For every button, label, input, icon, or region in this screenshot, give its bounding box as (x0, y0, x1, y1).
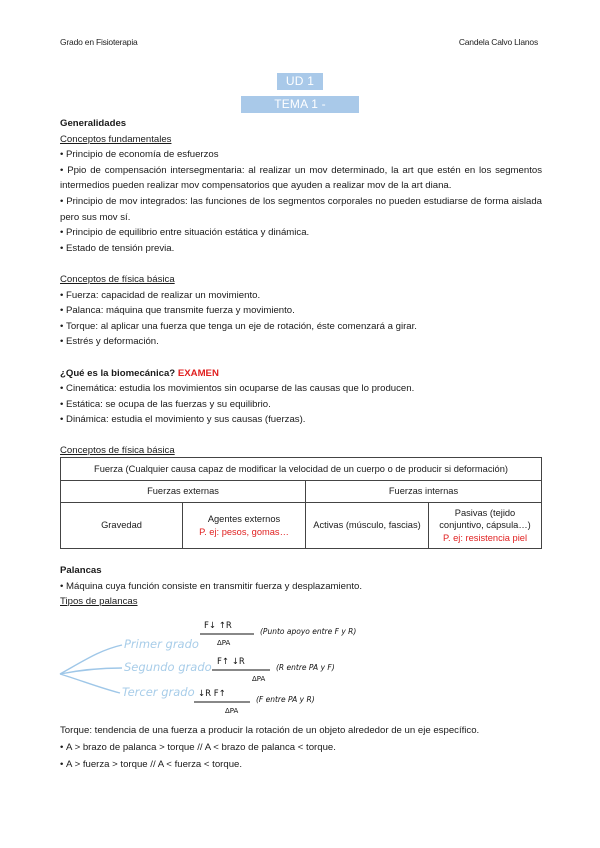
palancas-section (60, 563, 542, 610)
unit-banner: UD 1 (277, 73, 323, 90)
list-item: • A > brazo de palanca > torque // A < brazo de palanca < torque. (60, 739, 542, 756)
biomecanica-question (60, 366, 542, 382)
torque-line: Torque: tendencia de una fuerza a producir la rotación de un objeto alrededor de un eje específico. (60, 725, 480, 736)
f3-note: (F entre PA y R) (256, 695, 315, 704)
list-item: • Palanca: máquina que transmite fuerza y movimiento. (60, 303, 542, 319)
list-item: • Estrés y deformación. (60, 334, 542, 350)
tipos-palancas-subtitle: Tipos de palancas (60, 596, 138, 608)
tercer-grado-label: Tercer grado (122, 685, 195, 699)
generalidades-title: Generalidades (60, 118, 127, 129)
conceptos-fundamentales-subtitle: Conceptos fundamentales (60, 133, 172, 145)
agentes-cell (183, 503, 306, 549)
branch-line-2 (60, 668, 122, 674)
exam-tag: EXAMEN (177, 367, 219, 379)
torque-section (60, 722, 542, 773)
palancas-title: Palancas (60, 565, 102, 576)
list-item: • Torque: al aplicar una fuerza que tenga un eje de rotación, éste comenzará a girar. (60, 319, 542, 335)
header-right: Candela Calvo Llanos (458, 37, 538, 47)
f2-note: (R entre PA y F) (276, 663, 335, 672)
primer-grado-label: Primer grado (124, 637, 199, 651)
pasivas-label: Pasivas (tejido conjuntivo, cápsula…) (439, 507, 531, 531)
list-item: • Cinemática: estudia los movimientos sin ocuparse de las causas que lo producen. (60, 381, 542, 397)
list-item: • Principio de mov integrados: las funciones de los segmentos corporales no pueden estudiarse de forma aislada pero sus mov sí. (60, 194, 542, 225)
list-item: • Dinámica: estudia el movimiento y sus causas (fuerzas). (60, 412, 542, 428)
segundo-grado-label: Segundo grado (124, 660, 212, 674)
f3-top: ↓R F↑ (198, 689, 226, 699)
list-item: • Máquina cuya función consiste en transmitir fuerza y desplazamiento. (60, 579, 542, 595)
list-item: • Estado de tensión previa. (60, 241, 542, 257)
branch-line-3 (60, 674, 120, 693)
fuerzas-internas-cell: Fuerzas internas (306, 481, 542, 503)
table-header: Fuerza (Cualquier causa capaz de modificar la velocidad de un cuerpo o de producir si deformación) (61, 458, 542, 481)
list-item: • Estática: se ocupa de las fuerzas y su equilibrio. (60, 397, 542, 413)
list-item: • Principio de economía de esfuerzos (60, 147, 542, 163)
pasivas-example: P. ej: resistencia piel (442, 532, 528, 543)
activas-cell: Activas (músculo, fascias) (306, 503, 429, 549)
pasivas-cell (429, 503, 542, 549)
agentes-label: Agentes externos (207, 514, 281, 524)
f3-bot: ΔPA (225, 707, 239, 715)
fuerzas-table (60, 457, 542, 549)
list-item: • A > fuerza > torque // A < fuerza < torque. (60, 756, 542, 773)
list-item: • Principio de equilibrio entre situación estática y dinámica. (60, 225, 542, 241)
f1-note: (Punto apoyo entre F y R) (260, 627, 357, 636)
fisica-basica-subtitle: Conceptos de física básica (60, 273, 175, 285)
fuerzas-externas-cell: Fuerzas externas (61, 481, 306, 503)
f2-bot: ΔPA (252, 675, 266, 683)
list-item: • Ppio de compensación intersegmentaria: al realizar un mov determinado, la art que estén en los segmentos intermedios pueden realizar mov compensatorios que ayuden a realizar mov de la art diana. (60, 163, 542, 194)
theme-banner: TEMA 1 - GENERALIDADES (241, 96, 359, 113)
biomecanica-question-text: ¿Qué es la biomecánica? (60, 367, 176, 379)
f1-top: F↓ ↑R (204, 621, 232, 631)
list-item: • Fuerza: capacidad de realizar un movimiento. (60, 288, 542, 304)
header-left: Grado en Fisioterapia (60, 37, 138, 47)
f2-top: F↑ ↓R (217, 657, 245, 667)
gravedad-cell: Gravedad (61, 503, 183, 549)
branch-line-1 (60, 645, 122, 674)
fisica-basica-subtitle-2: Conceptos de física básica (60, 445, 175, 457)
main-content (60, 116, 542, 459)
f1-bot: ΔPA (217, 639, 231, 647)
agentes-example: P. ej: pesos, gomas… (199, 526, 289, 537)
